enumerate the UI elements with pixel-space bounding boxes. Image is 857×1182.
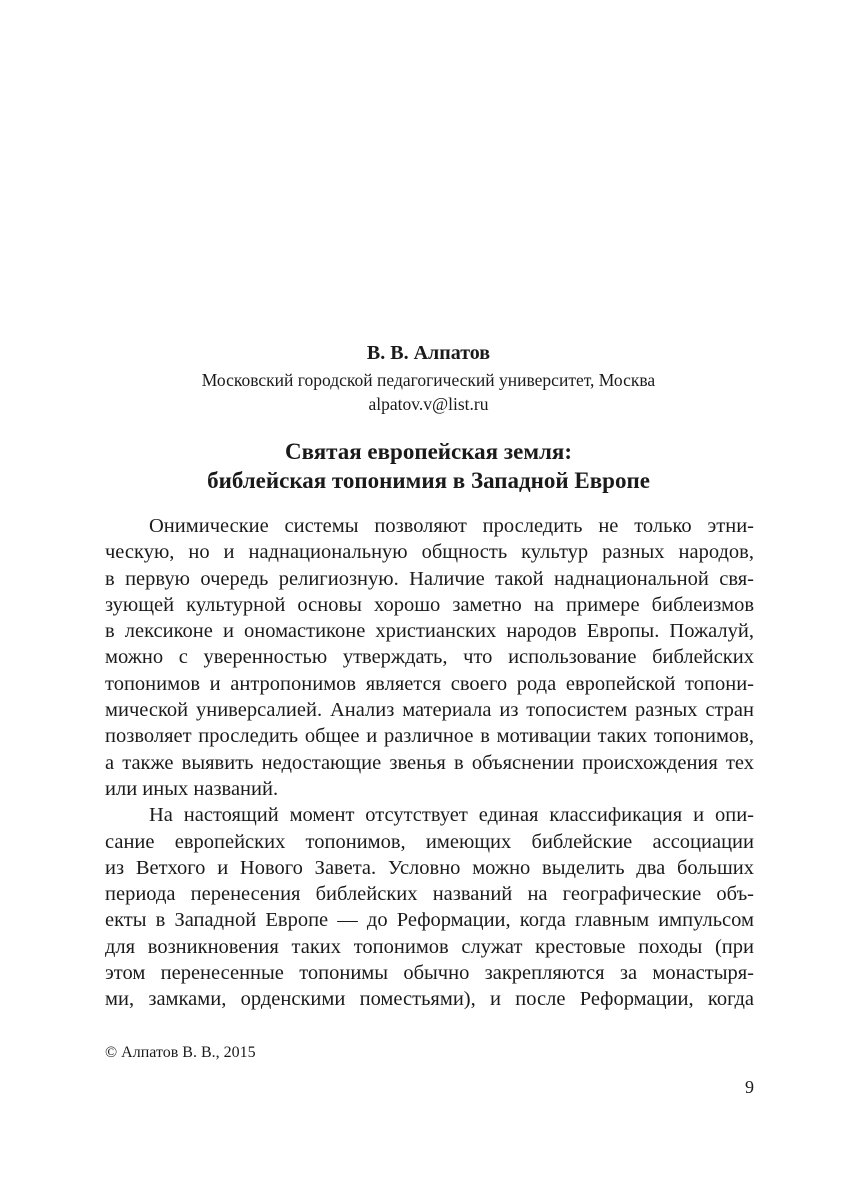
article-title-line: библейская топонимия в Западной Европе bbox=[207, 468, 650, 493]
article-title bbox=[0, 437, 857, 495]
text-line: периода перенесения библейских названий на географические объ- bbox=[105, 883, 754, 906]
article-title-line: Святая европейская земля: bbox=[284, 439, 572, 464]
text-line: екты в Западной Европе — до Реформации, когда главным импульсом bbox=[105, 909, 754, 932]
text-line: сание европейских топонимов, имеющих библейские ассоциации bbox=[105, 830, 754, 853]
text-line: в лексиконе и ономастиконе христианских народов Европы. Пожалуй, bbox=[105, 620, 754, 643]
text-line: для возникновения таких топонимов служат крестовые походы (при bbox=[105, 935, 754, 958]
text-line: ми, замками, орденскими поместьями), и после Реформации, когда bbox=[105, 988, 754, 1011]
page-number: 9 bbox=[745, 1077, 754, 1097]
text-line: этом перенесенные топонимы обычно закрепляются за монастыря- bbox=[105, 962, 754, 985]
text-line: мической универсалией. Анализ материала из топосистем разных стран bbox=[105, 699, 754, 722]
text-line: ческую, но и наднациональную общность культур разных народов, bbox=[105, 541, 754, 564]
copyright-notice: © Алпатов В. В., 2015 bbox=[105, 1044, 256, 1061]
text-line: можно с уверенностью утверждать, что использование библейских bbox=[105, 646, 754, 669]
text-line: а также выявить недостающие звенья в объяснении происхождения тех bbox=[105, 751, 754, 774]
paragraph bbox=[105, 802, 754, 1012]
text-line: в первую очередь религиозную. Наличие такой наднациональной свя- bbox=[105, 567, 754, 590]
author-name: В. В. Алпатов bbox=[366, 342, 491, 364]
text-line: из Ветхого и Нового Завета. Условно можно выделить два больших bbox=[105, 856, 754, 879]
text-line: зующей культурной основы хорошо заметно на примере библеизмов bbox=[105, 593, 754, 616]
text-line: позволяет проследить общее и различное в мотивации таких топонимов, bbox=[105, 725, 754, 748]
author-affiliation: Московский городской педагогический университет, Москва bbox=[201, 370, 656, 390]
text-line: Онимические системы позволяют проследить не только этни- bbox=[149, 515, 754, 537]
paragraph bbox=[105, 513, 754, 802]
text-line: или иных названий. bbox=[105, 777, 279, 800]
text-line: На настоящий момент отсутствует единая классификация и опи- bbox=[149, 804, 754, 827]
author-email[interactable]: alpatov.v@list.ru bbox=[368, 394, 489, 414]
article-body bbox=[105, 513, 754, 1013]
text-line: топонимов и антропонимов является своего рода европейской топони- bbox=[105, 672, 754, 695]
